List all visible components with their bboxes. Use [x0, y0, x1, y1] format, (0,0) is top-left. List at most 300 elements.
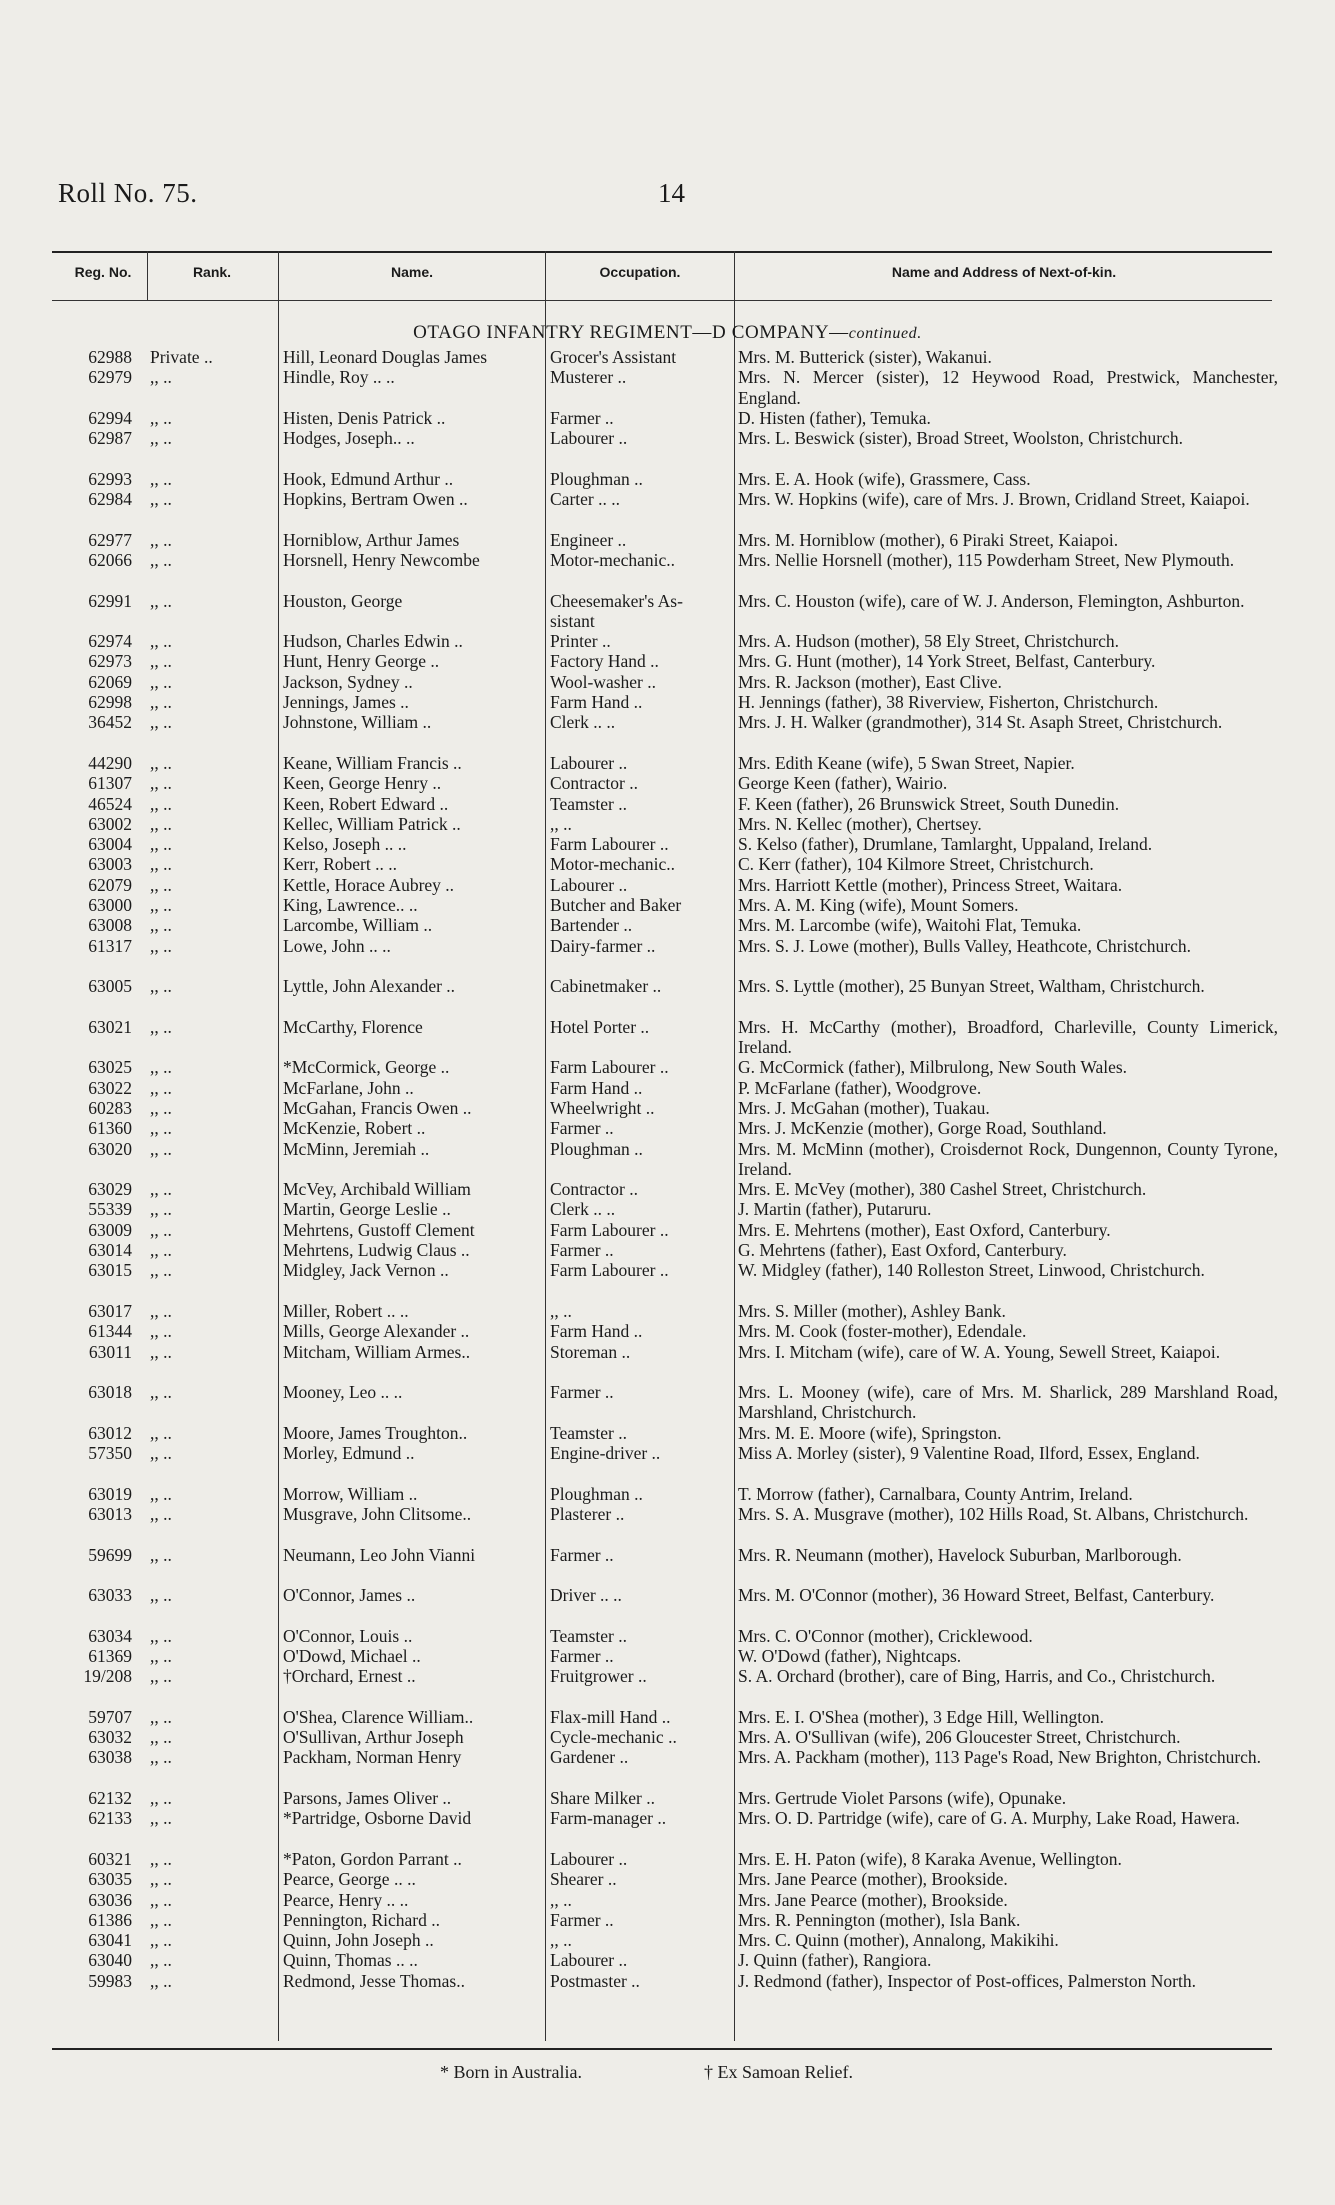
- next-of-kin: Mrs. M. Larcombe (wife), Waitohi Flat, Temuka.: [738, 915, 1082, 936]
- table-row: [0, 550, 1335, 591]
- next-of-kin: W. O'Dowd (father), Nightcaps.: [738, 1646, 962, 1666]
- reg-number: 62132: [88, 1788, 132, 1809]
- occupation: Shearer ..: [550, 1869, 617, 1890]
- column-header-rank: Rank.: [192, 264, 232, 280]
- occupation: Ploughman ..: [550, 1138, 643, 1159]
- table-row: [0, 773, 1335, 793]
- table-row: [0, 428, 1335, 469]
- table-row: [0, 1139, 1335, 1180]
- next-of-kin: Mrs. Jane Pearce (mother), Brookside.: [738, 1889, 1008, 1910]
- column-header-next-of-kin: Name and Address of Next-of-kin.: [891, 264, 1117, 280]
- table-row: [0, 651, 1335, 671]
- soldier-name: Keen, George Henry ..: [283, 773, 442, 794]
- next-of-kin: S. A. Orchard (brother), care of Bing, Harris, and Co., Christchurch.: [738, 1666, 1216, 1687]
- next-of-kin: Mrs. C. O'Connor (mother), Cricklewood.: [738, 1625, 1033, 1646]
- soldier-name: O'Dowd, Michael ..: [283, 1646, 421, 1666]
- occupation: Hotel Porter ..: [550, 1016, 650, 1037]
- occupation: Labourer ..: [550, 1848, 628, 1869]
- table-row: [0, 347, 1335, 367]
- reg-number: 63033: [88, 1585, 132, 1606]
- soldier-name: Kelso, Joseph .. ..: [283, 834, 407, 855]
- reg-number: 61307: [88, 773, 132, 794]
- occupation: Farmer ..: [550, 1240, 614, 1261]
- soldier-name: McGahan, Francis Owen ..: [283, 1097, 472, 1118]
- rank: ,, ..: [150, 1909, 172, 1930]
- soldier-name: Quinn, John Joseph ..: [283, 1930, 434, 1951]
- reg-number: 63014: [88, 1240, 132, 1261]
- table-row: [0, 794, 1335, 814]
- rank: ,, ..: [150, 1219, 172, 1240]
- next-of-kin: Mrs. J. H. Walker (grandmother), 314 St. Asaph Street, Christchurch.: [738, 712, 1223, 733]
- table-row: [0, 1545, 1335, 1586]
- next-of-kin: Mrs. M. O'Connor (mother), 36 Howard Street, Belfast, Canterbury.: [738, 1585, 1215, 1606]
- reg-number: 62133: [88, 1808, 132, 1829]
- soldier-name: Hudson, Charles Edwin ..: [283, 631, 463, 652]
- reg-number: 62994: [88, 407, 132, 428]
- occupation: Farmer ..: [550, 1382, 614, 1403]
- soldier-name: Neumann, Leo John Vianni: [283, 1544, 476, 1565]
- rank: ,, ..: [150, 1199, 172, 1220]
- occupation: Farm Hand ..: [550, 1077, 643, 1098]
- soldier-name: Parsons, James Oliver ..: [283, 1788, 452, 1809]
- reg-number: 63040: [88, 1950, 132, 1971]
- table-row: [0, 1707, 1335, 1727]
- table-row: [0, 753, 1335, 773]
- occupation: ,, ..: [550, 1300, 572, 1321]
- table-row: [0, 469, 1335, 489]
- occupation: Farm Hand ..: [550, 692, 643, 713]
- occupation: Musterer ..: [550, 367, 627, 388]
- reg-number: 63019: [88, 1483, 132, 1504]
- next-of-kin: Mrs. S. Lyttle (mother), 25 Bunyan Street, Waltham, Christchurch.: [738, 976, 1205, 997]
- reg-number: 44290: [88, 752, 132, 773]
- next-of-kin: J. Quinn (father), Rangiora.: [738, 1950, 932, 1971]
- reg-number: 63038: [88, 1747, 132, 1768]
- occupation: Farm Labourer ..: [550, 1219, 669, 1240]
- rank: ,, ..: [150, 1930, 172, 1951]
- reg-number: 62069: [88, 671, 132, 692]
- soldier-name: Hill, Leonard Douglas James: [283, 347, 488, 367]
- table-row: [0, 1504, 1335, 1545]
- rank: ,, ..: [150, 1503, 172, 1524]
- reg-number: 62987: [88, 428, 132, 449]
- occupation: Farm Labourer ..: [550, 1260, 669, 1281]
- next-of-kin: Mrs. M. Cook (foster-mother), Edendale.: [738, 1321, 1027, 1342]
- rank: ,, ..: [150, 793, 172, 814]
- next-of-kin: J. Martin (father), Putaruru.: [738, 1199, 932, 1220]
- occupation: Flax-mill Hand ..: [550, 1706, 671, 1727]
- reg-number: 19/208: [83, 1666, 132, 1687]
- soldier-name: Mehrtens, Ludwig Claus ..: [283, 1240, 470, 1261]
- rank: ,, ..: [150, 1382, 172, 1403]
- occupation: Grocer's Assistant: [550, 347, 677, 367]
- table-row: [0, 1098, 1335, 1118]
- next-of-kin: Mrs. O. D. Partridge (wife), care of G. A. Murphy, Lake Road, Hawera.: [738, 1808, 1240, 1829]
- table-row: [0, 1585, 1335, 1626]
- soldier-name: Hodges, Joseph.. ..: [283, 428, 415, 449]
- reg-number: 62066: [88, 549, 132, 570]
- table-row: [0, 976, 1335, 1017]
- table-row: [0, 1727, 1335, 1747]
- occupation: Clerk .. ..: [550, 1199, 616, 1220]
- next-of-kin: George Keen (father), Wairio.: [738, 773, 948, 794]
- occupation: Printer ..: [550, 631, 611, 652]
- next-of-kin: Mrs. E. H. Paton (wife), 8 Karaka Avenue, Wellington.: [738, 1848, 1122, 1869]
- soldier-name: Morley, Edmund ..: [283, 1443, 415, 1464]
- soldier-name: Kerr, Robert .. ..: [283, 854, 397, 875]
- next-of-kin: Mrs. N. Mercer (sister), 12 Heywood Road, Prestwick, Manchester, England.: [738, 367, 1278, 408]
- header-top-rule: [52, 251, 1272, 253]
- rank: ,, ..: [150, 773, 172, 794]
- occupation: Labourer ..: [550, 428, 628, 449]
- occupation: Contractor ..: [550, 1179, 638, 1200]
- next-of-kin: Mrs. Jane Pearce (mother), Brookside.: [738, 1869, 1008, 1890]
- table-row: [0, 1199, 1335, 1219]
- next-of-kin: Mrs. Harriott Kettle (mother), Princess Street, Waitara.: [738, 874, 1123, 895]
- rank: ,, ..: [150, 1097, 172, 1118]
- occupation: Farm Hand ..: [550, 1321, 643, 1342]
- occupation: Labourer ..: [550, 752, 628, 773]
- occupation: ,, ..: [550, 1930, 572, 1951]
- reg-number: 63002: [88, 813, 132, 834]
- column-header-occupation: Occupation.: [599, 264, 681, 280]
- soldier-name: Hopkins, Bertram Owen ..: [283, 489, 468, 510]
- rank: ,, ..: [150, 1057, 172, 1078]
- rank: ,, ..: [150, 1300, 172, 1321]
- soldier-name: McKenzie, Robert ..: [283, 1118, 426, 1139]
- next-of-kin: Mrs. R. Neumann (mother), Havelock Suburban, Marlborough.: [738, 1544, 1182, 1565]
- soldier-name: Jennings, James ..: [283, 692, 409, 713]
- occupation: Motor-mechanic..: [550, 854, 676, 875]
- occupation: Butcher and Baker: [550, 895, 682, 916]
- reg-number: 63005: [88, 976, 132, 997]
- table-row: [0, 1869, 1335, 1889]
- rank: ,, ..: [150, 1544, 172, 1565]
- soldier-name: Mooney, Leo .. ..: [283, 1382, 403, 1403]
- rank: ,, ..: [150, 874, 172, 895]
- soldier-name: Keen, Robert Edward ..: [283, 793, 449, 814]
- rank: ,, ..: [150, 895, 172, 916]
- rank: ,, ..: [150, 1321, 172, 1342]
- table-row: [0, 489, 1335, 530]
- next-of-kin: P. McFarlane (father), Woodgrove.: [738, 1077, 982, 1098]
- occupation: Farmer ..: [550, 1909, 614, 1930]
- next-of-kin: Mrs. G. Hunt (mother), 14 York Street, Belfast, Canterbury.: [738, 651, 1156, 672]
- occupation: Farmer ..: [550, 1646, 614, 1666]
- next-of-kin: D. Histen (father), Temuka.: [738, 407, 931, 428]
- occupation: Wheelwright ..: [550, 1097, 655, 1118]
- table-row: [0, 1321, 1335, 1341]
- rank: ,, ..: [150, 1889, 172, 1910]
- soldier-name: Miller, Robert .. ..: [283, 1300, 409, 1321]
- reg-number: 63015: [88, 1260, 132, 1281]
- next-of-kin: Mrs. A. Packham (mother), 113 Page's Road, New Brighton, Christchurch.: [738, 1747, 1262, 1768]
- next-of-kin: Mrs. S. Miller (mother), Ashley Bank.: [738, 1300, 1006, 1321]
- soldier-name: Hunt, Henry George ..: [283, 651, 440, 672]
- soldier-name: Mehrtens, Gustoff Clement: [283, 1219, 475, 1240]
- rank: ,, ..: [150, 590, 172, 611]
- occupation: Farm-manager ..: [550, 1808, 667, 1829]
- rank: ,, ..: [150, 752, 172, 773]
- soldier-name: Morrow, William ..: [283, 1483, 418, 1504]
- soldier-name: Redmond, Jesse Thomas..: [283, 1970, 465, 1991]
- table-row: [0, 1808, 1335, 1849]
- occupation: Postmaster ..: [550, 1970, 640, 1991]
- table-row: [0, 631, 1335, 651]
- reg-number: 63020: [88, 1138, 132, 1159]
- table-row: [0, 1057, 1335, 1077]
- next-of-kin: G. Mehrtens (father), East Oxford, Canterbury.: [738, 1240, 1067, 1261]
- reg-number: 62998: [88, 692, 132, 713]
- table-row: [0, 712, 1335, 753]
- page-number: 14: [658, 178, 685, 208]
- roll-number: Roll No. 75.: [58, 178, 198, 208]
- rank: ,, ..: [150, 1240, 172, 1261]
- reg-number: 61369: [88, 1646, 132, 1666]
- soldier-name: McVey, Archibald William: [283, 1179, 471, 1200]
- table-row: [0, 895, 1335, 915]
- reg-number: 62973: [88, 651, 132, 672]
- rank: ,, ..: [150, 1422, 172, 1443]
- occupation: ,, ..: [550, 1889, 572, 1910]
- next-of-kin: Mrs. L. Beswick (sister), Broad Street, Woolston, Christchurch.: [738, 428, 1183, 449]
- reg-number: 61344: [88, 1321, 132, 1342]
- next-of-kin: Mrs. E. McVey (mother), 380 Cashel Street, Christchurch.: [738, 1179, 1147, 1200]
- rank: ,, ..: [150, 1869, 172, 1890]
- soldier-name: *McCormick, George ..: [283, 1057, 450, 1078]
- table-row: [0, 1240, 1335, 1260]
- reg-number: 55339: [88, 1199, 132, 1220]
- rank: ,, ..: [150, 1625, 172, 1646]
- rank: ,, ..: [150, 671, 172, 692]
- rank: ,, ..: [150, 1747, 172, 1768]
- reg-number: 59707: [88, 1706, 132, 1727]
- next-of-kin: T. Morrow (father), Carnalbara, County Antrim, Ireland.: [738, 1483, 1133, 1504]
- table-row: [0, 1788, 1335, 1808]
- next-of-kin: Mrs. L. Mooney (wife), care of Mrs. M. Sharlick, 289 Marshland Road, Marshland, Christchurch.: [738, 1382, 1278, 1423]
- occupation: Farmer ..: [550, 1544, 614, 1565]
- rank: ,, ..: [150, 1808, 172, 1829]
- occupation: Driver .. ..: [550, 1585, 622, 1606]
- rank: ,, ..: [150, 692, 172, 713]
- rank: ,, ..: [150, 1970, 172, 1991]
- next-of-kin: C. Kerr (father), 104 Kilmore Street, Christchurch.: [738, 854, 1094, 875]
- footnote-born-australia: * Born in Australia.: [440, 2062, 582, 2082]
- rank: ,, ..: [150, 428, 172, 449]
- reg-number: 63035: [88, 1869, 132, 1890]
- reg-number: 63041: [88, 1930, 132, 1951]
- next-of-kin: Mrs. A. Hudson (mother), 58 Ely Street, Christchurch.: [738, 631, 1120, 652]
- table-row: [0, 814, 1335, 834]
- soldier-name: McMinn, Jeremiah ..: [283, 1138, 430, 1159]
- reg-number: 62974: [88, 631, 132, 652]
- soldier-name: Pearce, George .. ..: [283, 1869, 416, 1890]
- table-row: [0, 936, 1335, 977]
- occupation: Farm Labourer ..: [550, 834, 669, 855]
- rank: ,, ..: [150, 367, 172, 388]
- next-of-kin: Mrs. M. Horniblow (mother), 6 Piraki Street, Kaiapoi.: [738, 529, 1119, 550]
- soldier-name: Musgrave, John Clitsome..: [283, 1503, 472, 1524]
- rank: ,, ..: [150, 854, 172, 875]
- next-of-kin: Mrs. C. Houston (wife), care of W. J. Anderson, Flemington, Ashburton.: [738, 590, 1245, 611]
- reg-number: 60283: [88, 1097, 132, 1118]
- reg-number: 63000: [88, 895, 132, 916]
- next-of-kin: G. McCormick (father), Milbrulong, New South Wales.: [738, 1057, 1128, 1078]
- table-row: [0, 408, 1335, 428]
- soldier-name: Lyttle, John Alexander ..: [283, 976, 456, 997]
- rank: ,, ..: [150, 915, 172, 936]
- table-row: [0, 1382, 1335, 1423]
- next-of-kin: Mrs. J. McGahan (mother), Tuakau.: [738, 1097, 990, 1118]
- reg-number: 63003: [88, 854, 132, 875]
- soldier-name: McFarlane, John ..: [283, 1077, 414, 1098]
- next-of-kin: Mrs. Edith Keane (wife), 5 Swan Street, Napier.: [738, 752, 1075, 773]
- occupation: Labourer ..: [550, 874, 628, 895]
- occupation: Ploughman ..: [550, 1483, 643, 1504]
- reg-number: 61360: [88, 1118, 132, 1139]
- soldier-name: Horsnell, Henry Newcombe: [283, 549, 480, 570]
- table-row: [0, 1849, 1335, 1869]
- soldier-name: O'Connor, Louis ..: [283, 1625, 413, 1646]
- next-of-kin: Mrs. M. E. Moore (wife), Springston.: [738, 1422, 1002, 1443]
- reg-number: 60321: [88, 1848, 132, 1869]
- next-of-kin: H. Jennings (father), 38 Riverview, Fisherton, Christchurch.: [738, 692, 1159, 713]
- section-title-suffix: continued.: [848, 325, 922, 342]
- rank: ,, ..: [150, 1077, 172, 1098]
- table-row: [0, 367, 1335, 408]
- next-of-kin: Mrs. N. Kellec (mother), Chertsey.: [738, 813, 982, 834]
- rank: ,, ..: [150, 935, 172, 956]
- next-of-kin: Mrs. A. O'Sullivan (wife), 206 Gloucester Street, Christchurch.: [738, 1727, 1181, 1748]
- next-of-kin: Mrs. M. Butterick (sister), Wakanui.: [738, 347, 992, 367]
- occupation: Cycle-mechanic ..: [550, 1727, 677, 1748]
- reg-number: 61317: [88, 935, 132, 956]
- soldier-name: Histen, Denis Patrick ..: [283, 407, 446, 428]
- soldier-name: King, Lawrence.. ..: [283, 895, 418, 916]
- next-of-kin: Mrs. E. I. O'Shea (mother), 3 Edge Hill, Wellington.: [738, 1706, 1104, 1727]
- soldier-name: Jackson, Sydney ..: [283, 671, 413, 692]
- soldier-name: Pearce, Henry .. ..: [283, 1889, 409, 1910]
- reg-number: 63004: [88, 834, 132, 855]
- reg-number: 63009: [88, 1219, 132, 1240]
- rank: ,, ..: [150, 529, 172, 550]
- table-row: [0, 692, 1335, 712]
- next-of-kin: Mrs. E. A. Hook (wife), Grassmere, Cass.: [738, 468, 1031, 489]
- rank: ,, ..: [150, 1950, 172, 1971]
- next-of-kin: Mrs. Nellie Horsnell (mother), 115 Powderham Street, New Plymouth.: [738, 549, 1235, 570]
- column-header-reg: Reg. No.: [74, 264, 132, 280]
- reg-number: 59983: [88, 1970, 132, 1991]
- table-row: [0, 1017, 1335, 1058]
- occupation: Labourer ..: [550, 1950, 628, 1971]
- reg-number: 63034: [88, 1625, 132, 1646]
- rank: Private ..: [150, 347, 213, 367]
- next-of-kin: W. Midgley (father), 140 Rolleston Street, Linwood, Christchurch.: [738, 1260, 1205, 1281]
- rank: ,, ..: [150, 651, 172, 672]
- next-of-kin: Mrs. Gertrude Violet Parsons (wife), Opunake.: [738, 1788, 1067, 1809]
- next-of-kin: Mrs. A. M. King (wife), Mount Somers.: [738, 895, 1019, 916]
- occupation: Contractor ..: [550, 773, 638, 794]
- reg-number: 62977: [88, 529, 132, 550]
- table-row: [0, 1342, 1335, 1383]
- soldier-name: Keane, William Francis ..: [283, 752, 462, 773]
- next-of-kin: Mrs. E. Mehrtens (mother), East Oxford, Canterbury.: [738, 1219, 1111, 1240]
- next-of-kin: Mrs. C. Quinn (mother), Annalong, Makikihi.: [738, 1930, 1059, 1951]
- rank: ,, ..: [150, 1706, 172, 1727]
- soldier-name: Pennington, Richard ..: [283, 1909, 440, 1930]
- next-of-kin: Mrs. J. McKenzie (mother), Gorge Road, Southland.: [738, 1118, 1107, 1139]
- table-row: [0, 1930, 1335, 1950]
- occupation: Farmer ..: [550, 407, 614, 428]
- table-row: [0, 1890, 1335, 1910]
- rank: ,, ..: [150, 1341, 172, 1362]
- reg-number: 62979: [88, 367, 132, 388]
- next-of-kin: Mrs. S. J. Lowe (mother), Bulls Valley, Heathcote, Christchurch.: [738, 935, 1191, 956]
- soldier-name: Kellec, William Patrick ..: [283, 813, 461, 834]
- table-row: [0, 834, 1335, 854]
- occupation: Engine-driver ..: [550, 1443, 661, 1464]
- occupation: Farm Labourer ..: [550, 1057, 669, 1078]
- reg-number: 61386: [88, 1909, 132, 1930]
- occupation: Clerk .. ..: [550, 712, 616, 733]
- table-row: [0, 1747, 1335, 1788]
- table-row: [0, 1260, 1335, 1301]
- reg-number: 63017: [88, 1300, 132, 1321]
- occupation: Motor-mechanic..: [550, 549, 676, 570]
- occupation: Carter .. ..: [550, 489, 620, 510]
- column-divider: [147, 251, 148, 300]
- soldier-name: Hindle, Roy .. ..: [283, 367, 395, 388]
- table-row: [0, 1910, 1335, 1930]
- table-row: [0, 1118, 1335, 1138]
- occupation: Gardener ..: [550, 1747, 629, 1768]
- occupation: Teamster ..: [550, 1422, 628, 1443]
- table-row: [0, 1443, 1335, 1484]
- reg-number: 62988: [88, 347, 132, 367]
- reg-number: 59699: [88, 1544, 132, 1565]
- rank: ,, ..: [150, 1788, 172, 1809]
- occupation: Wool-washer ..: [550, 671, 656, 692]
- rank: ,, ..: [150, 1848, 172, 1869]
- soldier-name: O'Connor, James ..: [283, 1585, 416, 1606]
- soldier-name: †Orchard, Ernest ..: [283, 1666, 416, 1687]
- next-of-kin: J. Redmond (father), Inspector of Post-offices, Palmerston North.: [738, 1970, 1196, 1991]
- soldier-name: Moore, James Troughton..: [283, 1422, 468, 1443]
- table-row: [0, 672, 1335, 692]
- soldier-name: *Partridge, Osborne David: [283, 1808, 472, 1829]
- soldier-name: Lowe, John .. ..: [283, 935, 391, 956]
- table-row: [0, 1423, 1335, 1443]
- rank: ,, ..: [150, 1118, 172, 1139]
- footnote-ex-samoan: † Ex Samoan Relief.: [704, 2062, 853, 2082]
- occupation: Ploughman ..: [550, 468, 643, 489]
- rank: ,, ..: [150, 1483, 172, 1504]
- rank: ,, ..: [150, 813, 172, 834]
- reg-number: 63011: [88, 1341, 132, 1362]
- occupation: Factory Hand ..: [550, 651, 659, 672]
- soldier-name: Mills, George Alexander ..: [283, 1321, 470, 1342]
- reg-number: 63022: [88, 1077, 132, 1098]
- table-row: [0, 1078, 1335, 1098]
- reg-number: 57350: [88, 1443, 132, 1464]
- soldier-name: Midgley, Jack Vernon ..: [283, 1260, 449, 1281]
- reg-number: 63008: [88, 915, 132, 936]
- table-row: [0, 1971, 1335, 2012]
- roll-table: [0, 347, 1335, 2011]
- rank: ,, ..: [150, 1727, 172, 1748]
- rank: ,, ..: [150, 834, 172, 855]
- section-title: [0, 322, 1335, 344]
